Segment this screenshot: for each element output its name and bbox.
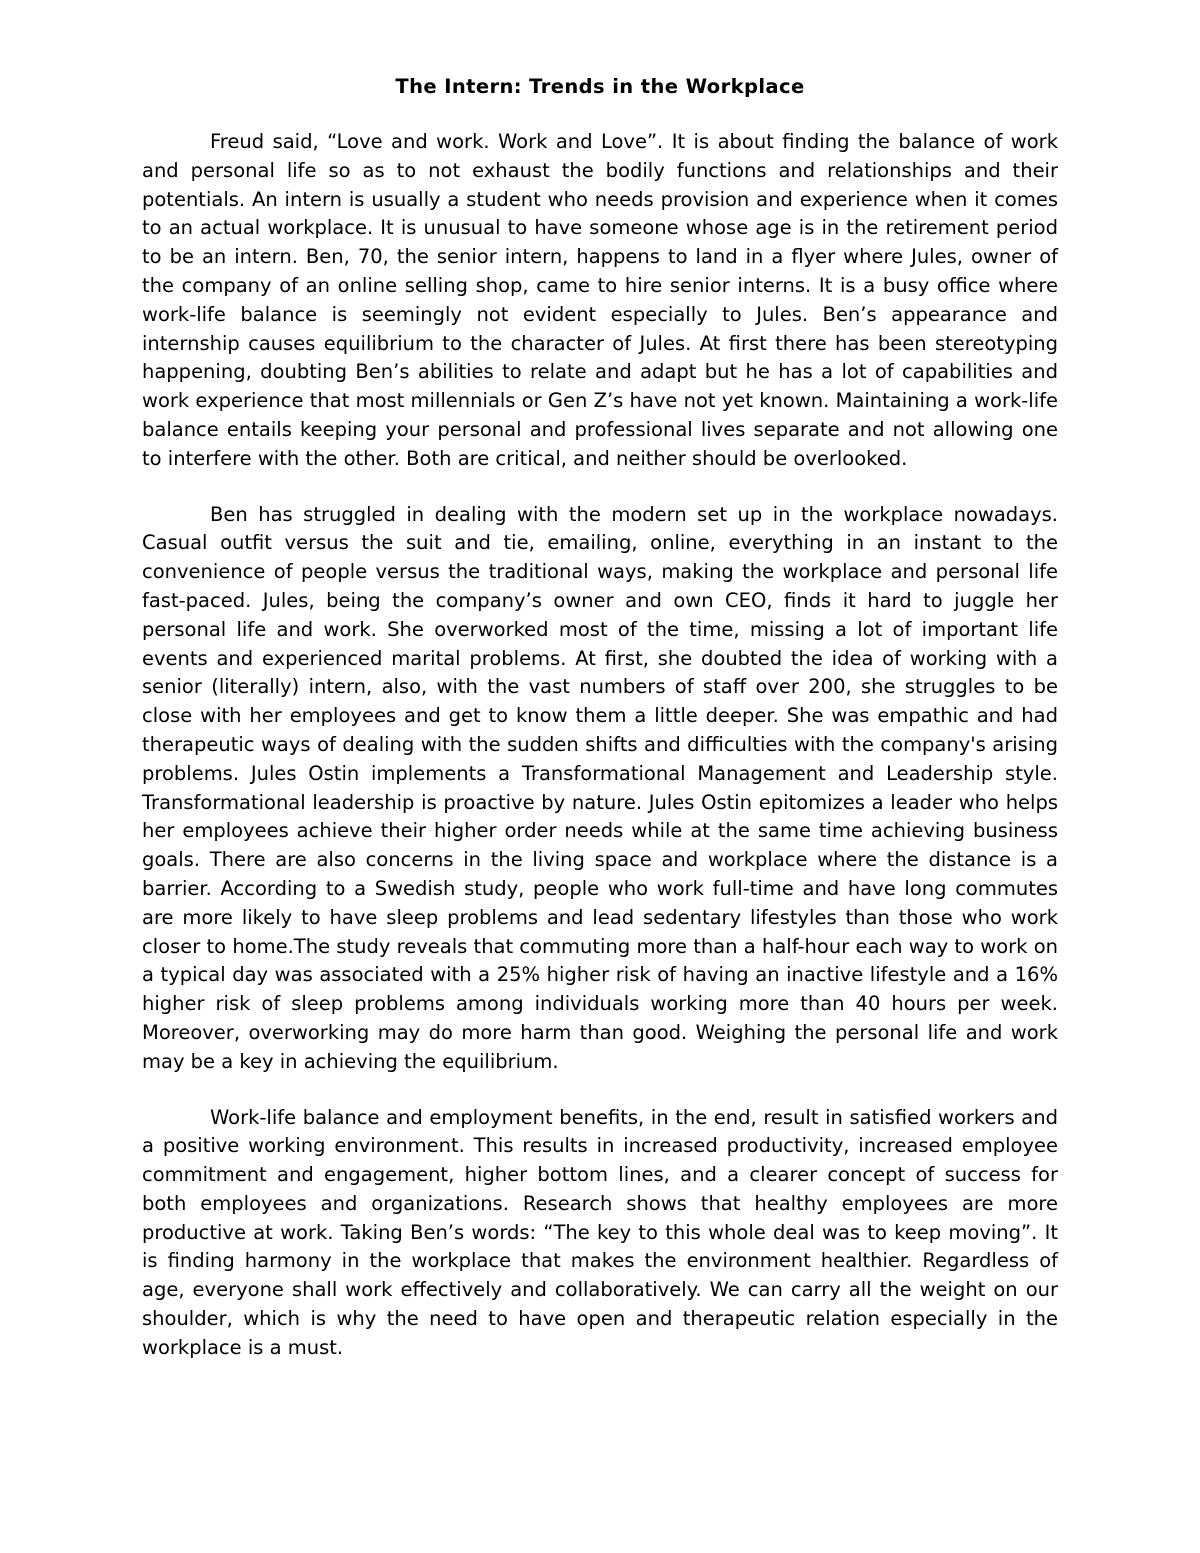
document-title: The Intern: Trends in the Workplace — [395, 75, 805, 98]
paragraph-3: Work-life balance and employment benefits, in the end, result in satisfied workers and a positive working environment. This results in increased productivity, increased employee commitment and engagement, higher bottom lines, and a clearer concept of success for both employees and organizations. Research shows that healthy employees are more productive at work. Taking Ben’s words: “The key to this whole deal was to keep moving”. It is finding harmony in the workplace that makes the environment healthier. Regardless of age, everyone shall work effectively and collaboratively. We can carry all the weight on our shoulder, which is why the need to have open and therapeutic relation especially in the workplace is a must. — [142, 1105, 1058, 1359]
paragraph-1: Freud said, “Love and work. Work and Love”. It is about finding the balance of work and personal life so as to not exhaust the bodily functions and relationships and their potentials. An intern is usually a student who needs provision and experience when it comes to an actual workplace. It is unusual to have someone whose age is in the retirement period to be an intern. Ben, 70, the senior intern, happens to land in a flyer where Jules, owner of the company of an online selling shop, came to hire senior interns. It is a busy office where work-life balance is seemingly not evident especially to Jules. Ben’s appearance and internship causes equilibrium to the character of Jules. At first there has been stereotyping happening, doubting Ben’s abilities to relate and adapt but he has a lot of capabilities and work experience that most millennials or Gen Z’s have not yet known. Maintaining a work-life balance entails keeping your personal and professional lives separate and not allowing one to interfere with the other. Both are critical, and neither should be overlooked. — [142, 130, 1058, 470]
paragraph-2: Ben has struggled in dealing with the modern set up in the workplace nowadays. Casual outfit versus the suit and tie, emailing, online, everything in an instant to the convenience of people versus the traditional ways, making the workplace and personal life fast-paced. Jules, being the company’s owner and own CEO, finds it hard to juggle her personal life and work. She overworked most of the time, missing a lot of important life events and experienced marital problems. At first, she doubted the idea of working with a senior (literally) intern, also, with the vast numbers of staff over 200, she struggles to be close with her employees and get to know them a little deeper. She was empathic and had therapeutic ways of dealing with the sudden shifts and difficulties with the company's arising problems. Jules Ostin implements a Transformational Management and Leadership style. Transformational leadership is proactive by nature. Jules Ostin epitomizes a leader who helps her employees achieve their higher order needs while at the same time achieving business goals. There are also concerns in the living space and workplace where the distance is a barrier. According to a Swedish study, people who work full-time and have long commutes are more likely to have sleep problems and lead sedentary lifestyles than those who work closer to home.The study reveals that commuting more than a half-hour each way to work on a typical day was associated with a 25% higher risk of having an inactive lifestyle and a 16% higher risk of sleep problems among individuals working more than 40 hours per week. Moreover, overworking may do more harm than good. Weighing the personal life and work may be a key in achieving the equilibrium. — [142, 502, 1058, 1073]
document-page — [142, 70, 1058, 1390]
